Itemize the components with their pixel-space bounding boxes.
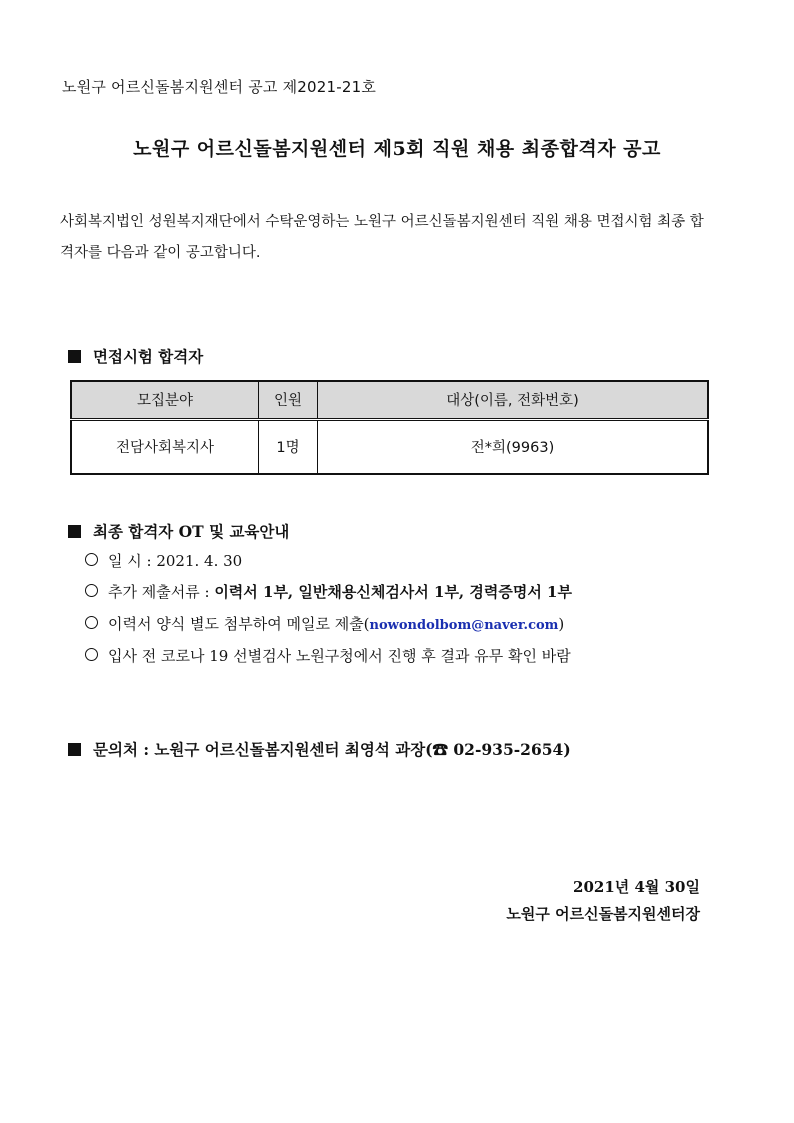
header-field: 모집분야: [71, 381, 259, 419]
notice-number: 노원구 어르신돌봄지원센터 공고 제2021-21호: [62, 78, 377, 96]
list-item-email: [85, 613, 564, 634]
circle-bullet-icon: [85, 553, 98, 566]
circle-bullet-icon: [85, 648, 98, 661]
cell-field: 전담사회복지사: [71, 419, 259, 474]
header-count: 인원: [259, 381, 318, 419]
schedule-label: 일 시 :: [108, 552, 157, 570]
schedule-value: 2021. 4. 30: [156, 552, 243, 570]
documents-label: 추가 제출서류 :: [108, 583, 215, 601]
square-bullet-icon: [68, 525, 81, 538]
section-heading-text: 면접시험 합격자: [93, 347, 204, 366]
email-text-before: 이력서 양식 별도 첨부하여 메일로 제출(: [108, 615, 370, 633]
table-header-row: [71, 381, 708, 419]
email-text-after: ): [558, 615, 565, 633]
square-bullet-icon: [68, 743, 81, 756]
square-bullet-icon: [68, 350, 81, 363]
cell-count: 1명: [259, 419, 318, 474]
table-row: [71, 419, 708, 474]
email-link[interactable]: nowondolbom@naver.com: [369, 618, 559, 633]
contact-line: [68, 738, 571, 760]
section-heading-ot: [68, 520, 289, 542]
list-item-covid: [85, 645, 571, 666]
results-table: [70, 380, 709, 475]
document-signer: 노원구 어르신돌봄지원센터장: [506, 905, 700, 923]
cell-target: 전*희(9963): [318, 419, 709, 474]
section-heading-interview: [68, 345, 203, 367]
section-heading-text: 최종 합격자 OT 및 교육안내: [93, 522, 290, 541]
contact-text: 문의처 : 노원구 어르신돌봄지원센터 최영석 과장(☎ 02-935-2654): [93, 740, 571, 759]
document-date: 2021년 4월 30일: [573, 878, 700, 896]
documents-value: 이력서 1부, 일반채용신체검사서 1부, 경력증명서 1부: [214, 583, 572, 601]
circle-bullet-icon: [85, 584, 98, 597]
document-title: 노원구 어르신돌봄지원센터 제5회 직원 채용 최종합격자 공고: [133, 138, 661, 160]
covid-text: 입사 전 코로나 19 선별검사 노원구청에서 진행 후 결과 유무 확인 바람: [108, 647, 571, 665]
intro-paragraph: 사회복지법인 성원복지재단에서 수탁운영하는 노원구 어르신돌봄지원센터 직원 채용 면접시험 최종 합격자를 다음과 같이 공고합니다.: [60, 214, 704, 261]
list-item-documents: [85, 581, 572, 602]
header-target: 대상(이름, 전화번호): [318, 381, 709, 419]
list-item-schedule: [85, 550, 242, 571]
circle-bullet-icon: [85, 616, 98, 629]
